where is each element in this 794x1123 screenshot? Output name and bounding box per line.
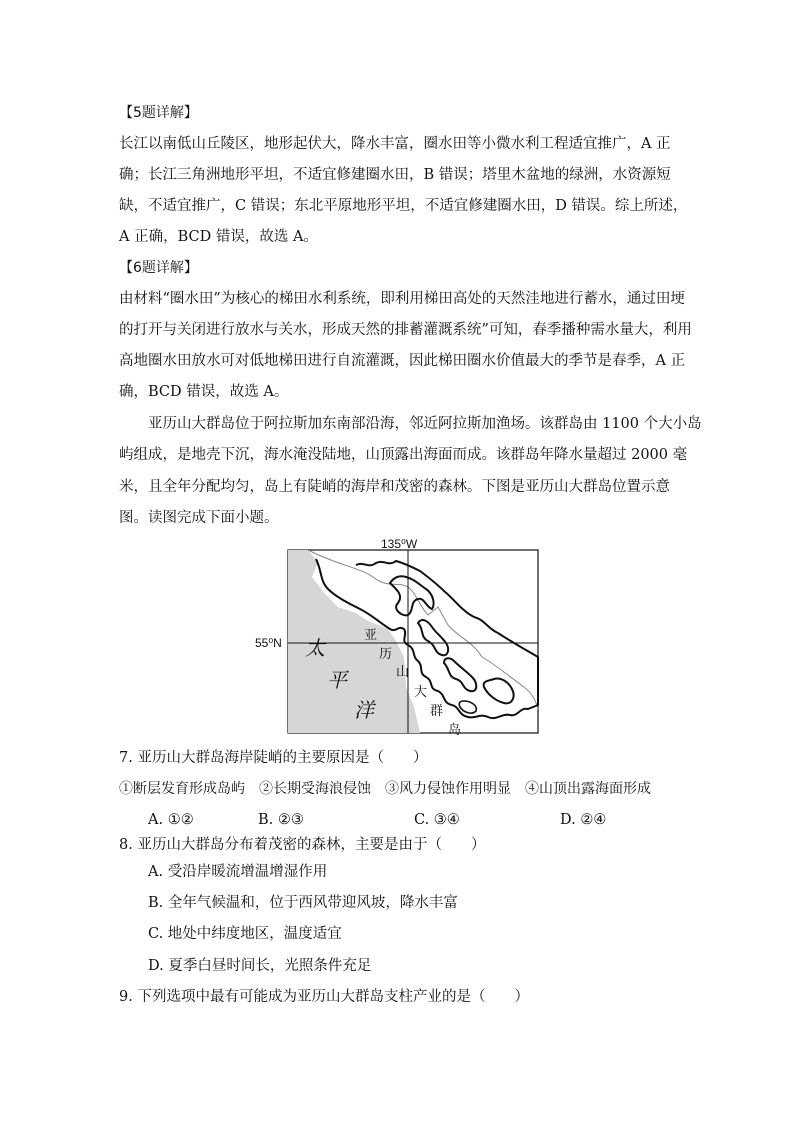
text-line: 确；长江三角洲地形平坦，不适宜修建圈水田，B 错误；塔里木盆地的绿洲，水资源短 — [119, 167, 671, 183]
question-7-option-b[interactable]: B. ②③ — [258, 812, 304, 828]
question-7-option-c[interactable]: C. ③④ — [414, 812, 460, 828]
text-line: 的打开与关闭进行放水与关水，形成天然的排蓄灌溉系统”可知，春季播种需水量大，利用 — [119, 322, 692, 338]
heading-q6-explanation: 【6题详解】 — [119, 260, 198, 276]
intro-text-line: 米，且全年分配均匀，岛上有陡峭的海岸和茂密的森林。下图是亚历山大群岛位置示意 — [119, 479, 670, 495]
question-8-stem: 8. 亚历山大群岛分布着茂密的森林，主要是由于（ ） — [119, 837, 486, 853]
text-line: 长江以南低山丘陵区，地形起伏大，降水丰富，圈水田等小微水利工程适宜推广，A 正 — [119, 136, 671, 152]
question-7-statements: ①断层发育形成岛屿 ②长期受海浪侵蚀 ③风力侵蚀作用明显 ④山顶出露海面形成 — [119, 781, 651, 797]
island-label-char: 岛 — [448, 723, 462, 738]
intro-text-line: 图。读图完成下面小题。 — [119, 510, 279, 526]
island-label-char: 亚 — [364, 628, 378, 643]
alexander-archipelago-map — [248, 537, 548, 737]
question-8-option-c[interactable]: C. 地处中纬度地区，温度适宜 — [148, 926, 342, 942]
island-label-char: 历 — [379, 647, 393, 662]
question-7-option-a[interactable]: A. ①② — [148, 812, 194, 828]
text-line: 高地圈水田放水可对低地梯田进行自流灌溉，因此梯田圈水价值最大的季节是春季，A 正 — [119, 353, 686, 369]
question-8-option-a[interactable]: A. 受沿岸暖流增温增湿作用 — [148, 864, 328, 880]
text-line: A 正确，BCD 错误，故选 A。 — [119, 229, 318, 245]
latitude-label: 55⁰N — [255, 636, 282, 650]
question-9-stem: 9. 下列选项中最有可能成为亚历山大群岛支柱产业的是（ ） — [119, 989, 529, 1005]
longitude-label: 135⁰W — [381, 537, 418, 551]
map-drawing — [248, 537, 548, 737]
intro-text-line: 亚历山大群岛位于阿拉斯加东南部沿海，邻近阿拉斯加渔场。该群岛由 1100 个大小岛 — [119, 416, 702, 432]
text-line: 确，BCD 错误，故选 A。 — [119, 384, 289, 400]
island-label-char: 大 — [414, 685, 428, 700]
island-label-char: 群 — [430, 704, 444, 719]
heading-q5-explanation: 【5题详解】 — [119, 105, 198, 121]
ocean-label-char: 平 — [327, 668, 347, 692]
question-8-option-d[interactable]: D. 夏季白昼时间长，光照条件充足 — [148, 958, 372, 974]
question-7-option-d[interactable]: D. ②④ — [560, 812, 607, 828]
ocean-label-char: 洋 — [354, 698, 374, 722]
intro-text-line: 屿组成，是地壳下沉，海水淹没陆地，山顶露出海面而成。该群岛年降水量超过 2000 毫 — [119, 447, 688, 463]
text-line: 缺，不适宜推广，C 错误；东北平原地形平坦，不适宜修建圈水田，D 错误。综上所述， — [119, 198, 688, 214]
question-8-option-b[interactable]: B. 全年气候温和，位于西风带迎风坡，降水丰富 — [148, 895, 458, 911]
question-7-stem: 7. 亚历山大群岛海岸陡峭的主要原因是（ ） — [119, 750, 428, 766]
ocean-label-char: 太 — [305, 636, 325, 660]
text-line: 由材料“圈水田”为核心的梯田水利系统，即利用梯田高处的天然洼地进行蓄水，通过田埂 — [119, 291, 685, 307]
island-label-char: 山 — [396, 665, 410, 680]
